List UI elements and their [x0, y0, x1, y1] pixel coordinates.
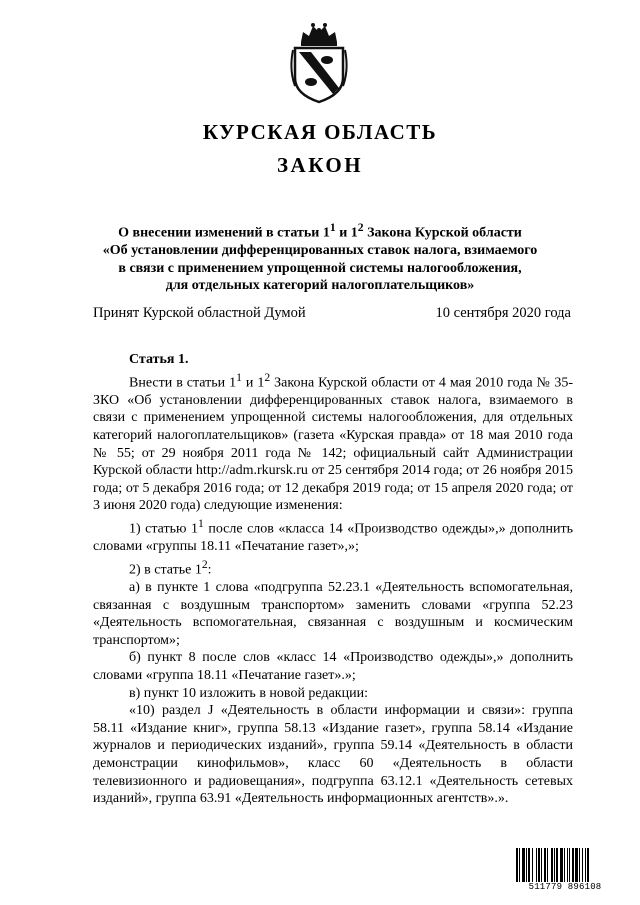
article-body: [93, 351, 573, 808]
article-heading: Статья 1.: [129, 352, 189, 367]
adoption-line: [93, 305, 571, 322]
article-paragraph-1: Внести в статьи $1^1$ и $1^2$ Закона Курской области от 4 мая 2010 года № 35-ЗКО «Об установлении дифференцированных ставок налога, взимаемого в связи с применением упрощенной системы налогообложения, для отдельных категорий налогоплательщиков» (газета «Курская правда» от 18 мая 2010 года № 55; от 29 ноября 2011 года № 142; официальный сайт Администрации Курской области http://adm.rkursk.ru от 25 сентября 2014 года; от 26 ноября 2015 года; от 5 декабря 2016 года; от 12 декабря 2019 года; от 15 апреля 2020 года; от 3 июня 2020 года) следующие изменения:: [93, 370, 573, 514]
law-title-line-2: «Об установлении дифференцированных ставок налога, взимаемого: [102, 243, 538, 259]
article-paragraph-6: в) пункт 10 изложить в новой редакции:: [129, 685, 368, 701]
coat-of-arms-icon: [289, 20, 349, 104]
barcode-number: 511779 896108: [515, 882, 615, 892]
article-paragraph-2: 1) статью $1^1$ после слов «класса 14 «Производство одежды»,» дополнить словами «группы 18.11 «Печатание газет»,»;: [93, 517, 573, 555]
law-title-line-1: О внесении изменений в статьи $1^1$ и $1^2$ Закона Курской области: [118, 221, 522, 241]
article-paragraph-4: а) в пункте 1 слова «подгруппа 52.23.1 «Деятельность вспомогательная, связанная с воздушным транспортом» заменить словами «группа 52.23 «Деятельность вспомогательная, связанная с воздушным и космическим транспортом»;: [93, 580, 573, 648]
region-title: КУРСКАЯ ОБЛАСТЬ: [202, 120, 438, 144]
adoption-date: 10 сентября 2020 года: [435, 305, 571, 321]
article-paragraph-7: «10) раздел J «Деятельность в области информации и связи»: группа 58.11 «Издание книг», группа 58.13 «Издание газет», группа 58.14 «Издание журналов и периодических изданий», группа 59.14 «Деятельность в области демонстрации кинофильмов», класс 60 «Деятельность в области телевизионного и радиовещания», подгруппа 63.12.1 «Деятельность сетевых изданий», группа 63.91 «Деятельность информационных агентств».».: [93, 703, 573, 807]
article-paragraph-5: б) пункт 8 после слов «класс 14 «Производство одежды»,» дополнить словами «группа 18.11 «Печатание газет».»;: [93, 650, 573, 684]
law-title-line-3: в связи с применением упрощенной системы налогообложения,: [118, 260, 522, 276]
law-title-line-4: для отдельных категорий налогоплательщиков»: [165, 278, 475, 294]
law-title: [90, 219, 550, 295]
document-type: ЗАКОН: [276, 153, 364, 177]
adopted-by: Принят Курской областной Думой: [93, 305, 306, 321]
article-paragraph-3: 2) в статье $1^2$:: [129, 557, 212, 578]
